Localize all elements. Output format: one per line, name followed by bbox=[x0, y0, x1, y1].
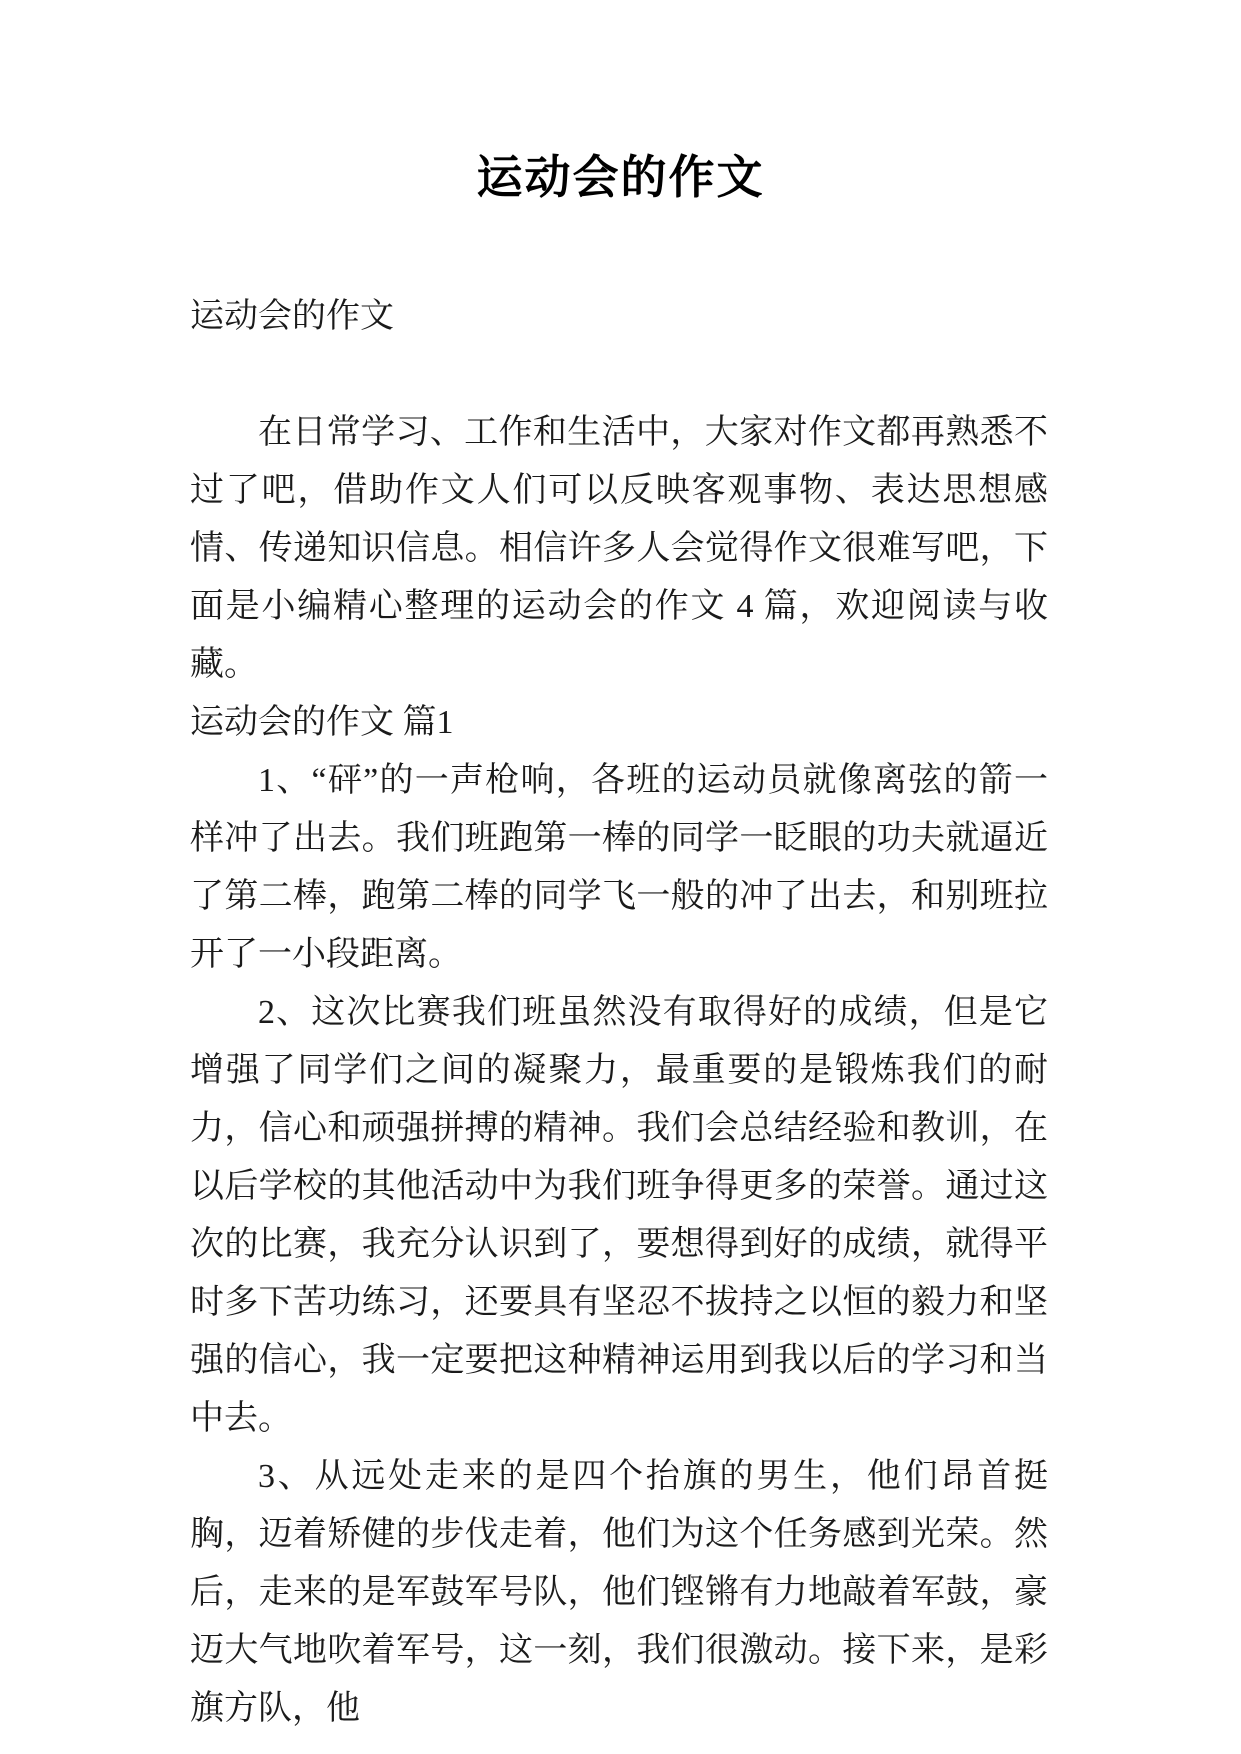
intro-paragraph: 在日常学习、工作和生活中，大家对作文都再熟悉不过了吧，借助作文人们可以反映客观事物、表达思想感情、传递知识信息。相信许多人会觉得作文很难写吧，下面是小编精心整理的运动会的作文 4 篇，欢迎阅读与收藏。 bbox=[190, 414, 1048, 683]
body-heading-line: 运动会的作文 bbox=[190, 298, 394, 335]
document-title: 运动会的作文 bbox=[476, 152, 765, 203]
paragraph-1: 1、“砰”的一声枪响，各班的运动员就像离弦的箭一样冲了出去。我们班跑第一棒的同学一眨眼的功夫就逼近了第二棒，跑第二棒的同学飞一般的冲了出去，和别班拉开了一小段距离。 bbox=[190, 762, 1048, 973]
paragraph-2: 2、这次比赛我们班虽然没有取得好的成绩，但是它增强了同学们之间的凝聚力，最重要的是锻炼我们的耐力，信心和顽强拼搏的精神。我们会总结经验和教训，在以后学校的其他活动中为我们班争得更多的荣誉。通过这次的比赛，我充分认识到了，要想得到好的成绩，就得平时多下苦功练习，还要具有坚忍不拔持之以恒的毅力和坚强的信心，我一定要把这种精神运用到我以后的学习和当中去。 bbox=[190, 994, 1048, 1437]
document-body bbox=[190, 288, 1048, 1738]
section-heading-line: 运动会的作文 篇1 bbox=[190, 704, 454, 741]
paragraph-3: 3、从远处走来的是四个抬旗的男生，他们昂首挺胸，迈着矫健的步伐走着，他们为这个任务感到光荣。然后，走来的是军鼓军号队，他们铿锵有力地敲着军鼓，豪迈大气地吹着军号，这一刻，我们很激动。接下来，是彩旗方队，他 bbox=[190, 1458, 1048, 1727]
